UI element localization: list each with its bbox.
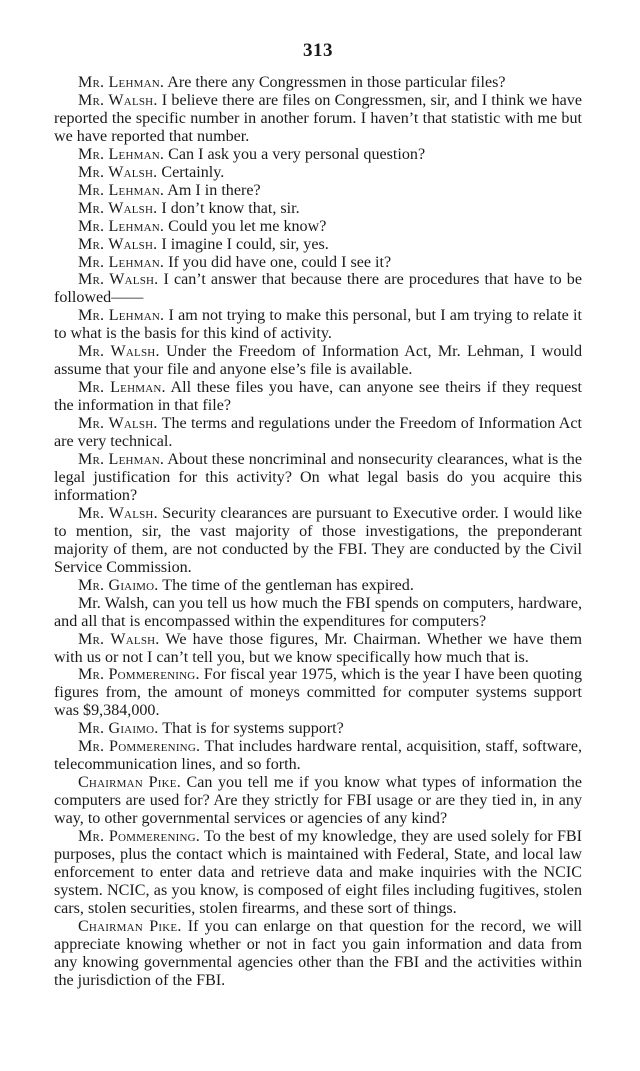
transcript-paragraph: [54, 74, 582, 92]
speech-text: About these noncriminal and nonsecurity clearances, what is the legal justification for this activity? On what legal basis do you acquire this information?: [54, 451, 582, 504]
transcript-paragraph: [54, 218, 582, 236]
transcript-paragraph: [54, 828, 582, 918]
transcript-paragraph: [54, 666, 582, 720]
speaker-name: Mr. Lehman.: [78, 451, 165, 469]
transcript-paragraph: [54, 182, 582, 200]
speech-text: The time of the gentleman has expired.: [158, 576, 414, 594]
transcript-paragraph: [54, 720, 582, 738]
transcript-paragraph: [54, 774, 582, 828]
speech-text: All these files you have, can anyone see theirs if they request the information in that file?: [54, 379, 582, 415]
speech-text: I imagine I could, sir, yes.: [157, 235, 329, 253]
transcript: [54, 74, 582, 990]
speaker-name: Mr. Pommerening.: [78, 828, 200, 846]
speaker-name: Mr. Walsh.: [78, 199, 158, 217]
transcript-paragraph: [54, 738, 582, 774]
speaker-name: Mr. Lehman.: [78, 145, 165, 163]
speaker-name: Mr. Lehman.: [78, 74, 165, 91]
transcript-paragraph: [54, 595, 582, 631]
transcript-paragraph: [54, 505, 582, 577]
transcript-paragraph: [54, 236, 582, 254]
speech-text: Can I ask you a very personal question?: [164, 145, 426, 163]
transcript-paragraph: [54, 631, 582, 667]
speaker-name: Mr. Walsh.: [78, 271, 159, 289]
speaker-name: Mr. Lehman.: [78, 307, 165, 325]
speech-text: Are there any Congressmen in those particular files?: [164, 74, 506, 91]
speaker-name: Mr. Lehman.: [78, 379, 166, 397]
speech-text: To the best of my knowledge, they are used solely for FBI purposes, plus the contact which is maintained with Federal, State, and local law enforcement to enter data and retrieve data and make inquiries with the NCIC system. NCIC, as you know, is composed of eight files including fugitives, stolen cars, stolen securities, stolen firearms, and these sort of things.: [54, 828, 582, 917]
speaker-name: Mr. Walsh.: [78, 91, 158, 109]
speaker-name: Mr. Giaimo.: [78, 720, 159, 738]
speaker-name: Chairman Pike.: [78, 774, 181, 792]
speech-text: Mr. Walsh, can you tell us how much the FBI spends on computers, hardware, and all that is encompassed within the expenditures for computers?: [54, 594, 582, 630]
speech-text: The terms and regulations under the Freedom of Information Act are very technical.: [54, 415, 582, 451]
speaker-name: Mr. Walsh.: [78, 343, 160, 361]
speech-text: Security clearances are pursuant to Executive order. I would like to mention, sir, the vast majority of those investigations, the preponderant majority of them, are not conducted by the FBI. They are conducted by the Civil Service Commission.: [54, 504, 583, 576]
speaker-name: Mr. Walsh.: [78, 504, 158, 522]
document-page: [54, 40, 582, 990]
speaker-name: Mr. Pommerening.: [78, 666, 200, 684]
transcript-paragraph: [54, 254, 582, 272]
transcript-paragraph: [54, 343, 582, 379]
speaker-name: Mr. Giaimo.: [78, 576, 159, 594]
speech-text: That includes hardware rental, acquisition, staff, software, telecommunication lines, and so forth.: [54, 738, 582, 774]
page-number: 313: [303, 40, 333, 61]
transcript-paragraph: [54, 918, 582, 990]
transcript-paragraph: [54, 200, 582, 218]
speaker-name: Mr. Lehman.: [78, 217, 165, 235]
speech-text: If you can enlarge on that question for the record, we will appreciate knowing whether or not in fact you gain information and data from any knowing governmental agencies other than the FBI and the activities within the jurisdiction of the FBI.: [54, 917, 582, 989]
transcript-paragraph: [54, 415, 582, 451]
speaker-name: Mr. Pommerening.: [78, 738, 201, 756]
speech-text: Could you let me know?: [164, 217, 327, 235]
speaker-name: Mr. Lehman.: [78, 181, 165, 199]
transcript-paragraph: [54, 92, 582, 146]
speech-text: I believe there are files on Congressmen, sir, and I think we have reported the specific number in another forum. I haven’t that statistic with me but we have reported that number.: [54, 91, 582, 145]
speech-text: Certainly.: [157, 163, 225, 181]
speaker-name: Chairman Pike.: [78, 917, 182, 935]
speech-text: Under the Freedom of Information Act, Mr. Lehman, I would assume that your file and anyone else’s file is available.: [54, 343, 583, 379]
speech-text: Am I in there?: [164, 181, 261, 199]
speaker-name: Mr. Walsh.: [78, 415, 158, 433]
speech-text: For fiscal year 1975, which is the year I have been quoting figures from, the amount of moneys committed for computer systems support was $9,384,000.: [54, 666, 582, 720]
transcript-paragraph: [54, 451, 582, 505]
speech-text: Can you tell me if you know what types of information the computers are used for? Are they strictly for FBI usage or are they tied in, in any way, to other governmental services or agencies of any kind?: [54, 774, 582, 828]
speaker-name: Mr. Walsh.: [78, 163, 158, 181]
speaker-name: Mr. Walsh.: [78, 630, 160, 648]
speech-text: If you did have one, could I see it?: [164, 253, 392, 271]
transcript-paragraph: [54, 271, 582, 307]
speech-text: I don’t know that, sir.: [157, 199, 300, 217]
speech-text: We have those figures, Mr. Chairman. Whether we have them with us or not I can’t tell you, but we know specifically how much that is.: [54, 630, 582, 666]
transcript-paragraph: [54, 146, 582, 164]
speaker-name: Mr. Walsh.: [78, 235, 158, 253]
speech-text: I can’t answer that because there are procedures that have to be followed——: [54, 271, 582, 307]
transcript-paragraph: [54, 379, 582, 415]
transcript-paragraph: [54, 577, 582, 595]
transcript-paragraph: [54, 307, 582, 343]
speech-text: I am not trying to make this personal, but I am trying to relate it to what is the basis for this kind of activity.: [54, 307, 582, 343]
transcript-paragraph: [54, 164, 582, 182]
speech-text: That is for systems support?: [158, 720, 344, 738]
speaker-name: Mr. Lehman.: [78, 253, 165, 271]
